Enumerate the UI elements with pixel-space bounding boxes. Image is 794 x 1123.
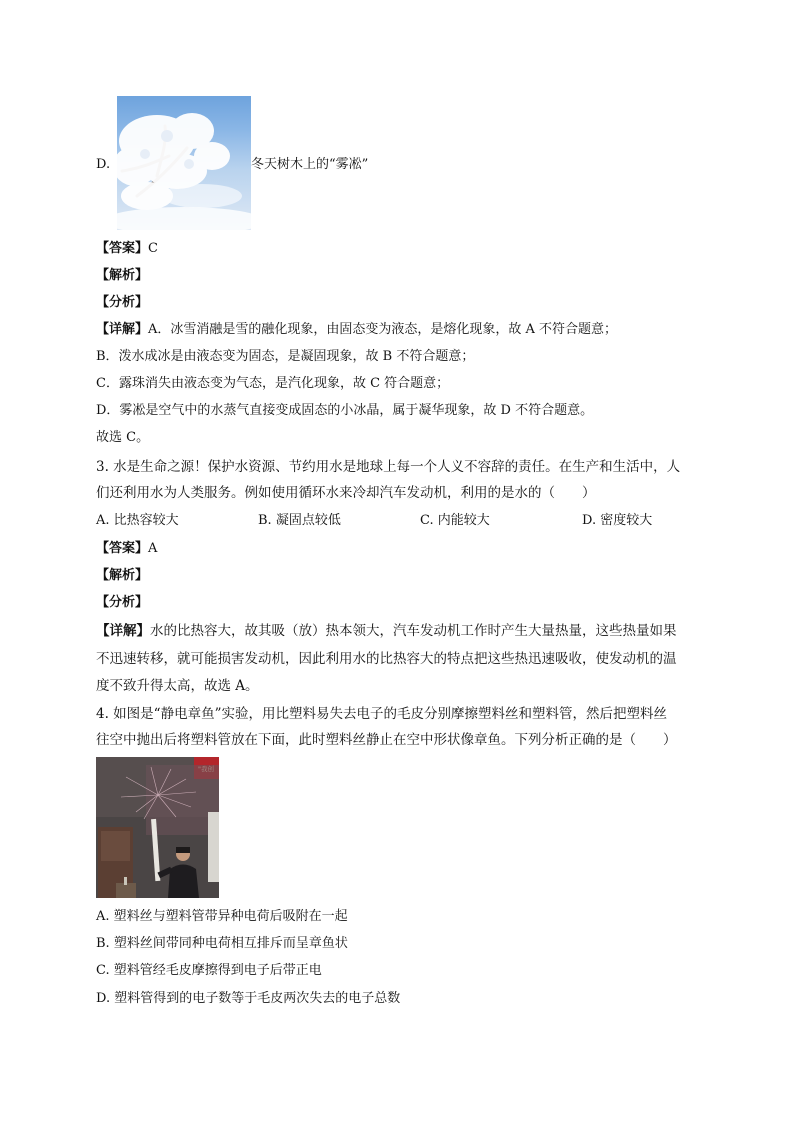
q2-option-d-label: D. bbox=[96, 157, 111, 172]
q3-detail-line-2: 不迅速转移，就可能损害发动机，因此利用水的比热容大的特点把这些热迅速吸收，使发动机的温 bbox=[96, 651, 677, 667]
q3-option-d: D. 密度较大 bbox=[582, 513, 653, 528]
answer-tag: 【答案】 bbox=[96, 241, 149, 256]
q4-option-b: B. 塑料丝间带同种电荷相互排斥而呈章鱼状 bbox=[96, 936, 348, 951]
q2-detail-text-1: A．冰雪消融是雪的融化现象，由固态变为液态，是熔化现象，故 A 不符合题意； bbox=[148, 322, 618, 337]
q2-detail-line-1 bbox=[96, 321, 617, 339]
q2-detail-line-2: B．泼水成冰是由液态变为固态，是凝固现象，故 B 不符合题意； bbox=[96, 349, 475, 364]
q2-option-d-caption: 冬天树木上的“雾凇” bbox=[251, 157, 369, 172]
q2-detail-line-3: C．露珠消失由液态变为气态，是汽化现象，故 C 符合题意； bbox=[96, 376, 450, 391]
q4-stem-line-2: 往空中抛出后将塑料管放在下面，此时塑料丝静止在空中形状像章鱼。下列分析正确的是（ ） bbox=[96, 732, 677, 748]
q3-jiexi-heading: 【解析】 bbox=[96, 568, 149, 583]
rime-tree-photo bbox=[117, 96, 251, 230]
q3-detail-line-3: 度不致升得太高，故选 A。 bbox=[96, 678, 259, 694]
q2-detail-line-4: D．雾凇是空气中的水蒸气直接变成固态的小冰晶，属于凝华现象，故 D 不符合题意。 bbox=[96, 403, 594, 418]
q4-stem-line-1: 4. 如图是“静电章鱼”实验，用比塑料易失去电子的毛皮分别摩擦塑料丝和塑料管，然后把塑料丝 bbox=[96, 706, 667, 722]
q2-answer-line bbox=[96, 240, 158, 258]
q3-detail-line-1 bbox=[96, 622, 677, 640]
q3-stem-line-1: 3. 水是生命之源！保护水资源、节约用水是地球上每一个人义不容辞的责任。在生产和生活中，人 bbox=[96, 459, 681, 475]
q2-jiexi-heading: 【解析】 bbox=[96, 268, 149, 283]
q3-option-c: C. 内能较大 bbox=[420, 513, 490, 528]
detail-tag: 【详解】 bbox=[96, 322, 149, 337]
q3-detail-text-1: 水的比热容大，故其吸（放）热本领大，汽车发动机工作时产生大量热量，这些热量如果 bbox=[150, 623, 677, 639]
detail-tag: 【详解】 bbox=[96, 623, 150, 639]
q3-fenxi-heading: 【分析】 bbox=[96, 595, 149, 610]
q3-answer-line bbox=[96, 540, 157, 558]
q2-conclusion: 故选 C。 bbox=[96, 430, 150, 445]
q3-option-b: B. 凝固点较低 bbox=[258, 513, 341, 528]
q2-fenxi-heading: 【分析】 bbox=[96, 295, 149, 310]
q4-option-c: C. 塑料管经毛皮摩擦得到电子后带正电 bbox=[96, 963, 322, 978]
answer-tag: 【答案】 bbox=[96, 541, 149, 556]
q3-answer: A bbox=[148, 541, 158, 556]
q3-stem-line-2: 们还利用水为人类服务。例如使用循环水来冷却汽车发动机，利用的是水的（ ） bbox=[96, 485, 596, 501]
static-octopus-photo bbox=[96, 757, 219, 898]
q2-answer: C bbox=[148, 241, 158, 256]
q4-option-a: A. 塑料丝与塑料管带异种电荷后吸附在一起 bbox=[96, 909, 348, 924]
q3-option-a: A. 比热容较大 bbox=[96, 513, 179, 528]
q4-option-d: D. 塑料管得到的电子数等于毛皮两次失去的电子总数 bbox=[96, 991, 401, 1006]
